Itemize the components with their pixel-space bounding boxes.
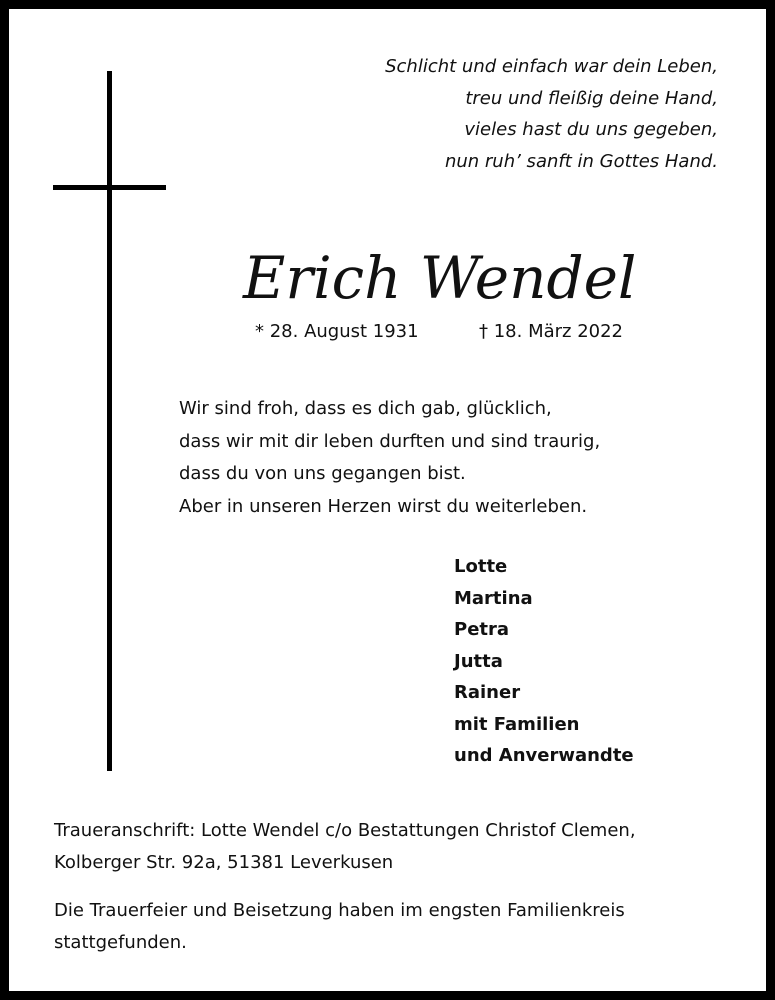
message-line: dass du von uns gegangen bist. bbox=[179, 463, 466, 484]
mourner-name: mit Familien bbox=[454, 713, 580, 735]
message-line: dass wir mit dir leben durften und sind traurig, bbox=[179, 430, 601, 452]
memorial-message bbox=[179, 393, 600, 523]
ceremony-line: Die Trauerfeier und Beisetzung haben im engsten Familienkreis bbox=[54, 900, 625, 921]
poem-line: vieles hast du uns gegeben, bbox=[464, 119, 718, 140]
mourning-address bbox=[54, 815, 636, 879]
birth-date: * 28. August 1931 bbox=[255, 321, 419, 342]
poem bbox=[385, 51, 718, 177]
mourner-name: Martina bbox=[454, 587, 533, 609]
address-line: Traueranschrift: Lotte Wendel c/o Bestattungen Christof Clemen, bbox=[54, 820, 636, 841]
deceased-name: Erich Wendel bbox=[243, 244, 637, 312]
mourner-name: Petra bbox=[454, 619, 510, 640]
cross-horizontal-bar bbox=[53, 185, 166, 190]
poem-line: nun ruh’ sanft in Gottes Hand. bbox=[444, 150, 718, 172]
address-line: Kolberger Str. 92a, 51381 Leverkusen bbox=[54, 852, 394, 873]
message-line: Wir sind froh, dass es dich gab, glücklich, bbox=[179, 398, 552, 419]
ceremony-line: stattgefunden. bbox=[54, 932, 187, 953]
cross-vertical-bar bbox=[107, 71, 112, 771]
mourner-name: Rainer bbox=[454, 682, 521, 703]
mourner-name: Jutta bbox=[454, 650, 503, 672]
death-date: † 18. März 2022 bbox=[479, 321, 624, 342]
mourners-list bbox=[454, 551, 634, 772]
ceremony-note bbox=[54, 895, 625, 959]
mourner-name: Lotte bbox=[454, 556, 508, 577]
poem-line: treu und fleißig deine Hand, bbox=[465, 87, 718, 109]
message-line: Aber in unseren Herzen wirst du weiterleben. bbox=[179, 495, 588, 517]
poem-line: Schlicht und einfach war dein Leben, bbox=[385, 56, 718, 77]
mourner-name: und Anverwandte bbox=[454, 745, 634, 766]
